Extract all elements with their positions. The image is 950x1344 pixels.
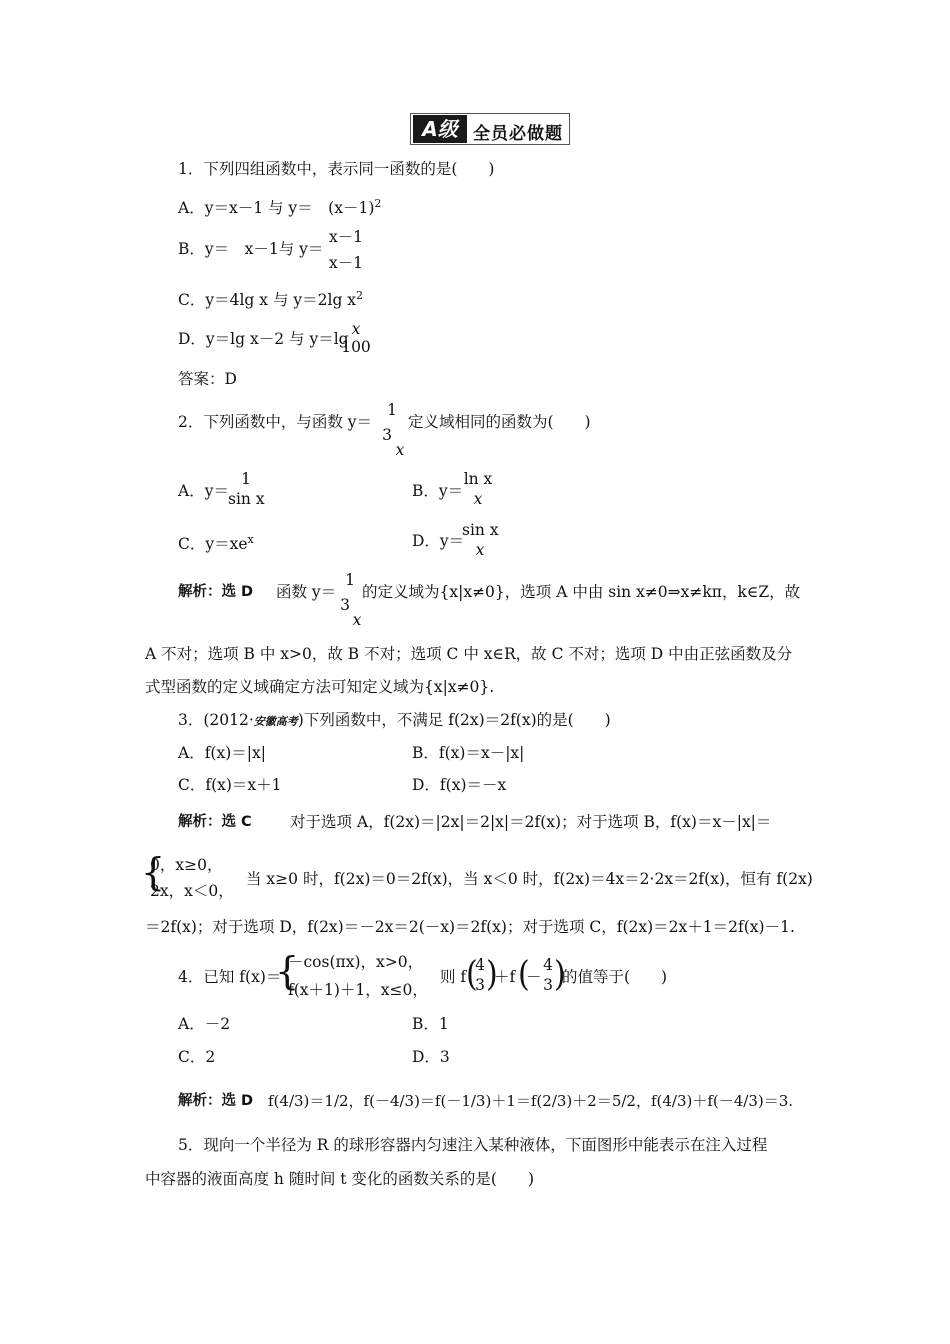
q4-case-brace: {: [275, 949, 300, 993]
q2-option-a: A．y＝: [178, 482, 229, 500]
q4-f2-den: 3: [543, 976, 553, 994]
q4-option-a: A．－2: [178, 1015, 231, 1033]
q1-option-a-sup: 2: [374, 197, 382, 210]
q3-solution-line2: 当 x≥0 时，f(2x)＝0＝2f(x)，当 x＜0 时，f(2x)＝4x＝2·2x＝2f(x)，恒有 f(2x): [246, 870, 813, 888]
level-badge: [410, 113, 570, 145]
q3-option-a: A．f(x)＝|x|: [178, 744, 266, 762]
q4-stem-then: 则 f: [440, 968, 467, 986]
q1-option-a: [178, 198, 381, 217]
q5-line1: 5．现向一个半径为 R 的球形容器内匀速注入某种液体，下面图形中能表示在注入过程: [178, 1136, 768, 1154]
q2-option-d-den: x: [475, 541, 485, 559]
q4-plus: ＋f: [494, 968, 516, 986]
q1-option-a-text: A．y＝x－1 与 y＝ (x－1): [178, 199, 375, 218]
q2-option-b-num: ln x: [463, 470, 493, 488]
q2-option-d-num: sin x: [462, 521, 499, 539]
q5-line2: 中容器的液面高度 h 随时间 t 变化的函数关系的是( ): [145, 1170, 535, 1188]
q1-stem: 1．下列四组函数中，表示同一函数的是( ): [178, 160, 495, 178]
q1-option-c: [178, 290, 363, 309]
q1-option-c-text: C．y＝4lg x 与 y＝2lg x: [178, 291, 357, 310]
q2-stem-num: 1: [387, 401, 397, 419]
q2-stem-a: 2．下列函数中，与函数 y＝: [178, 413, 373, 431]
q4-f2-sign: －: [526, 968, 542, 986]
q4-paren-close-1: ): [486, 954, 498, 995]
q2-solution-line3: 式型函数的定义域确定方法可知定义域为{x|x≠0}.: [145, 678, 495, 696]
badge-title: 全员必做题: [473, 124, 563, 144]
q4-option-b: B．1: [412, 1015, 449, 1033]
q4-paren-close-2: ): [554, 954, 566, 995]
q2-stem-den: 3: [382, 426, 392, 444]
q2-option-b-den: x: [473, 490, 483, 508]
q2-option-c-sup: x: [247, 533, 254, 546]
q4-stem-a: 4．已知 f(x)＝: [178, 968, 282, 986]
q4-case2: f(x＋1)＋1，x≤0，: [288, 981, 428, 999]
q3-stem: [178, 713, 611, 729]
q2-option-c-text: C．y＝xe: [178, 535, 248, 554]
q4-option-d: D．3: [412, 1048, 450, 1066]
q4-f1-num: 4: [475, 956, 485, 974]
q1-option-d-den: 100: [341, 338, 371, 356]
q1-option-b: B．y＝ x－1与 y＝: [178, 240, 324, 258]
q1-option-d-num: x: [351, 320, 361, 338]
q2-option-a-den: sin x: [228, 490, 265, 508]
q2-option-c: [178, 534, 254, 553]
q3-solution-line1: 对于选项 A，f(2x)＝|2x|＝2|x|＝2f(x)；对于选项 B，f(x)＝x－|x|＝: [290, 813, 772, 831]
q1-option-b-den: x－1: [328, 254, 364, 272]
q1-answer: 答案：D: [178, 370, 237, 388]
q3-option-c: C．f(x)＝x＋1: [178, 776, 282, 794]
q1-option-d: D．y＝lg x－2 与 y＝lg: [178, 330, 349, 348]
q3-stem-b: )下列函数中，不满足 f(2x)＝2f(x)的是( ): [297, 711, 611, 729]
q3-option-b: B．f(x)＝x－|x|: [412, 744, 525, 762]
q3-stem-a: 3．(2012·: [178, 711, 254, 729]
q4-solution-label: 解析：选 D: [178, 1093, 254, 1109]
q4-f1-den: 3: [475, 976, 485, 994]
q2-solution-den: 3: [340, 596, 350, 614]
q2-stem-b: 定义域相同的函数为( ): [408, 413, 591, 431]
q2-option-b: B．y＝: [412, 482, 464, 500]
q2-solution-line2: A 不对；选项 B 中 x>0，故 B 不对；选项 C 中 x∈R，故 C 不对；选项 D 中由正弦函数及分: [145, 645, 793, 663]
q2-solution-a: 函数 y＝: [276, 583, 337, 601]
q1-option-b-num: x－1: [328, 228, 364, 246]
q2-solution-num: 1: [345, 571, 355, 589]
q4-paren-open-1: (: [466, 954, 478, 995]
q2-option-a-num: 1: [241, 470, 251, 488]
q4-paren-open-2: (: [518, 954, 530, 995]
q3-case-brace: {: [141, 850, 166, 894]
q3-source: 安徽高考: [253, 715, 298, 728]
level-label: A级: [413, 115, 467, 143]
q4-case1: －cos(πx)，x>0，: [288, 953, 424, 971]
q4-solution: f(4/3)＝1/2，f(－4/3)＝f(－1/3)＋1＝f(2/3)＋2＝5/2，f(4/3)＋f(－4/3)＝3.: [268, 1092, 794, 1110]
q2-stem-den2: x: [395, 441, 405, 459]
q1-option-c-sup: 2: [356, 289, 364, 302]
q4-stem-b: 的值等于( ): [562, 968, 668, 986]
q2-solution-label: 解析：选 D: [178, 584, 254, 600]
q3-solution-label: 解析：选 C: [178, 814, 252, 830]
q3-case1: 0，x≥0，: [150, 856, 223, 874]
q3-solution-line3: ＝2f(x)；对于选项 D，f(2x)＝－2x＝2(－x)＝2f(x)；对于选项 C，f(2x)＝2x＋1＝2f(x)－1.: [145, 918, 795, 936]
q3-case2: 2x，x＜0，: [150, 882, 234, 900]
q4-f2-num: 4: [543, 956, 553, 974]
q3-option-d: D．f(x)＝－x: [412, 776, 507, 794]
q2-solution-den2: x: [352, 611, 362, 629]
q4-option-c: C．2: [178, 1048, 216, 1066]
q2-solution-b: 的定义域为{x|x≠0}，选项 A 中由 sin x≠0⇒x≠kπ，k∈Z，故: [362, 583, 801, 601]
q2-option-d: D．y＝: [412, 532, 465, 550]
